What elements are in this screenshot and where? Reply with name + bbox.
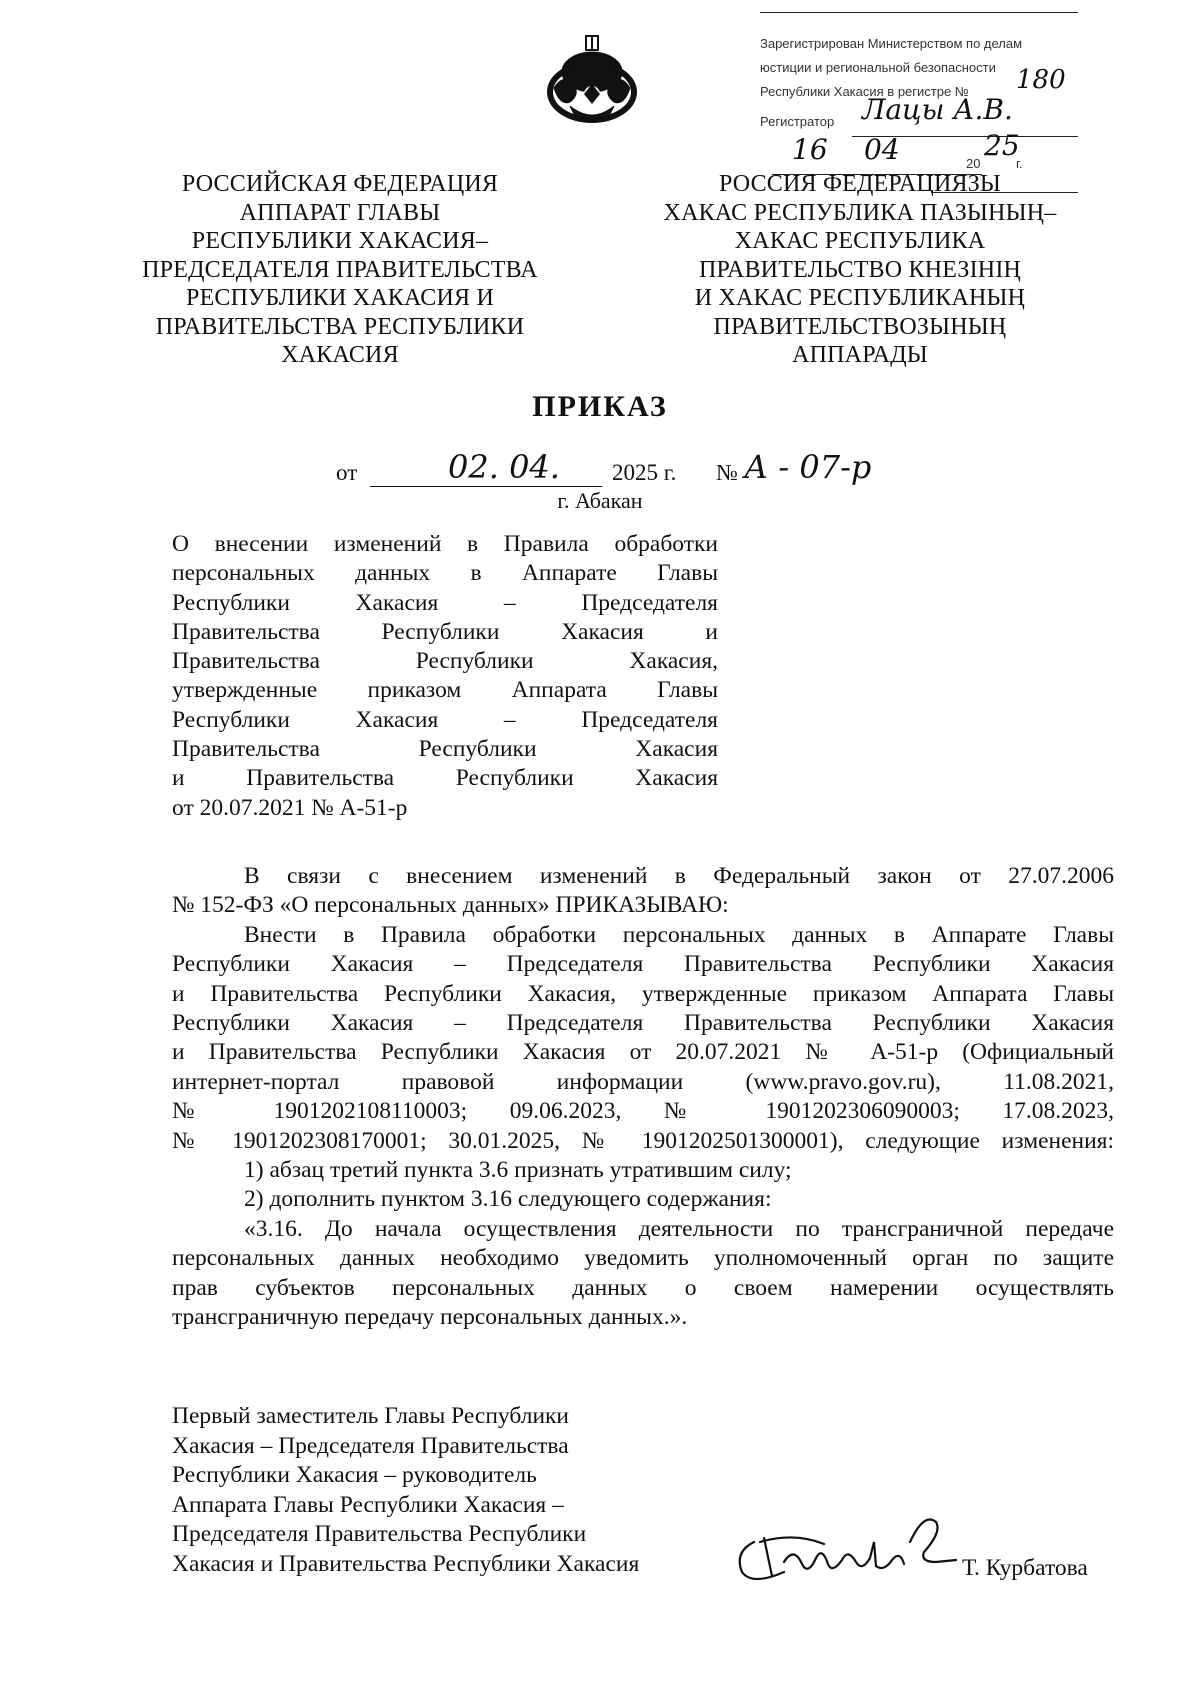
signature-position-line: Республики Хакасия – руководитель bbox=[172, 1462, 537, 1488]
order-subject bbox=[172, 530, 718, 823]
subject-line: Правительства Республики Хакасия bbox=[172, 736, 718, 763]
subject-line: персональных данных в Аппарате Главы bbox=[172, 560, 718, 587]
header-left-line: АППАРАТ ГЛАВЫ bbox=[239, 199, 441, 226]
document-title: ПРИКАЗ bbox=[532, 390, 668, 423]
body-line: и Правительства Республики Хакасия, утвержденные приказом Аппарата Главы bbox=[172, 980, 1114, 1007]
header-right-line: ХАКАС РЕСПУБЛИКА bbox=[734, 228, 986, 254]
subject-line: Правительства Республики Хакасия, bbox=[172, 648, 718, 675]
number-sign: № bbox=[716, 460, 738, 485]
header-left-line: РОССИЙСКАЯ ФЕДЕРАЦИЯ bbox=[181, 171, 499, 197]
header-left-line: ХАКАСИЯ bbox=[281, 342, 399, 368]
signature-position-line: Хакасия – Председателя Правительства bbox=[172, 1432, 569, 1459]
number-handwritten: А - 07-р bbox=[744, 448, 872, 486]
header-right-line: РОССИЯ ФЕДЕРАЦИЯЗЫ bbox=[718, 171, 1002, 197]
signature-position-line: Первый заместитель Главы Республики bbox=[172, 1403, 570, 1429]
body-line: и Правительства Республики Хакасия от 20.07.2021 № А-51-р (Официальный bbox=[172, 1039, 1114, 1066]
header-left-russian bbox=[120, 170, 560, 370]
city-name: г. Абакан bbox=[557, 488, 643, 513]
body-line: персональных данных необходимо уведомить уполномоченный орган по защите bbox=[172, 1245, 1114, 1272]
body-line: 2) дополнить пунктом 3.16 следующего содержания: bbox=[244, 1186, 772, 1213]
body-line: № 152-ФЗ «О персональных данных» ПРИКАЗЫВАЮ: bbox=[172, 892, 729, 919]
subject-line: Республики Хакасия – Председателя bbox=[172, 589, 718, 616]
body-line: Внести в Правила обработки персональных данных в Аппарате Главы bbox=[244, 921, 1114, 948]
subject-line: и Правительства Республики Хакасия bbox=[172, 765, 718, 792]
registration-stamp bbox=[752, 8, 1082, 188]
signature-position-line: Председателя Правительства Республики bbox=[172, 1521, 587, 1547]
stamp-date-day: 16 bbox=[792, 133, 828, 166]
body-line: «3.16. До начала осуществления деятельности по трансграничной передаче bbox=[244, 1215, 1114, 1242]
date-underline bbox=[370, 486, 602, 487]
stamp-line-4: Регистратор bbox=[760, 114, 835, 129]
stamp-line-1: Зарегистрирован Министерством по делам bbox=[760, 36, 1023, 51]
subject-line: О внесении изменений в Правила обработки bbox=[172, 531, 718, 557]
signature-position-line: Хакасия и Правительства Республики Хакасия bbox=[172, 1550, 640, 1577]
header-right-line: ХАКАС РЕСПУБЛИКА ПАЗЫНЫҢ– bbox=[663, 199, 1057, 226]
header-left-line: РЕСПУБЛИКИ ХАКАСИЯ И bbox=[186, 285, 494, 311]
header-right-line: АППАРАДЫ bbox=[792, 342, 928, 368]
signer-name: Т. Курбатова bbox=[962, 1555, 1088, 1581]
stamp-date-year-prefix: 20 bbox=[966, 156, 981, 171]
date-number-line bbox=[336, 448, 896, 488]
body-line: 1) абзац третий пункта 3.6 признать утратившим силу; bbox=[244, 1157, 792, 1184]
stamp-date-year-unit: г. bbox=[1016, 156, 1023, 171]
subject-line: Правительства Республики Хакасия и bbox=[172, 618, 718, 645]
body-line: № 1901202108110003; 09.06.2023, № 1901202306090003; 17.08.2023, bbox=[172, 1098, 1114, 1125]
header-right-line: ПРАВИТЕЛЬСТВОЗЫНЫҢ bbox=[713, 313, 1007, 340]
header-right-line: И ХАКАС РЕСПУБЛИКАНЫҢ bbox=[694, 285, 1026, 311]
subject-line: от 20.07.2021 № А-51-р bbox=[172, 794, 408, 821]
subject-line: утвержденные приказом Аппарата Главы bbox=[172, 677, 718, 704]
header-right-line: ПРАВИТЕЛЬСТВО КНЕЗІНІҢ bbox=[698, 256, 1022, 283]
header-left-line: ПРЕДСЕДАТЕЛЯ ПРАВИТЕЛЬСТВА bbox=[142, 256, 538, 283]
date-from-label: от bbox=[336, 460, 358, 485]
body-line: № 1901202308170001; 30.01.2025, № 1901202501300001), следующие изменения: bbox=[172, 1127, 1114, 1154]
body-line: В связи с внесением изменений в Федеральный закон от 27.07.2006 bbox=[244, 863, 1114, 889]
header-right-khakas bbox=[640, 170, 1080, 370]
handwritten-signature bbox=[724, 1502, 964, 1592]
registrar-signature: Лацы А.В. bbox=[862, 93, 1013, 126]
body-line: Республики Хакасия – Председателя Правительства Республики Хакасия bbox=[172, 1010, 1114, 1037]
body-line: трансграничную передачу персональных данных.». bbox=[172, 1304, 688, 1331]
stamp-reg-number: 180 bbox=[1016, 65, 1066, 95]
header-left-line: ПРАВИТЕЛЬСТВА РЕСПУБЛИКИ bbox=[155, 313, 525, 340]
signature-position bbox=[172, 1402, 712, 1579]
order-body bbox=[172, 862, 1114, 1333]
date-year: 2025 г. bbox=[612, 460, 677, 485]
subject-line: Республики Хакасия – Председателя bbox=[172, 706, 718, 733]
stamp-line-2: юстиции и региональной безопасности bbox=[760, 60, 996, 75]
stamp-top-border bbox=[760, 12, 1078, 13]
coat-of-arms-icon bbox=[540, 32, 644, 128]
signature-position-line: Аппарата Главы Республики Хакасия – bbox=[172, 1491, 564, 1518]
body-line: интернет-портал правовой информации (www.pravo.gov.ru), 11.08.2021, bbox=[172, 1068, 1114, 1095]
date-handwritten: 02. 04. bbox=[448, 448, 560, 486]
stamp-line-3: Республики Хакасия в регистре № bbox=[760, 84, 969, 99]
body-line: Республики Хакасия – Председателя Правительства Республики Хакасия bbox=[172, 951, 1114, 978]
header-left-line: РЕСПУБЛИКИ ХАКАСИЯ– bbox=[191, 228, 489, 254]
stamp-date-year-suffix: 25 bbox=[984, 129, 1020, 162]
stamp-date-month: 04 bbox=[864, 133, 900, 166]
body-line: прав субъектов персональных данных о своем намерении осуществлять bbox=[172, 1274, 1114, 1301]
